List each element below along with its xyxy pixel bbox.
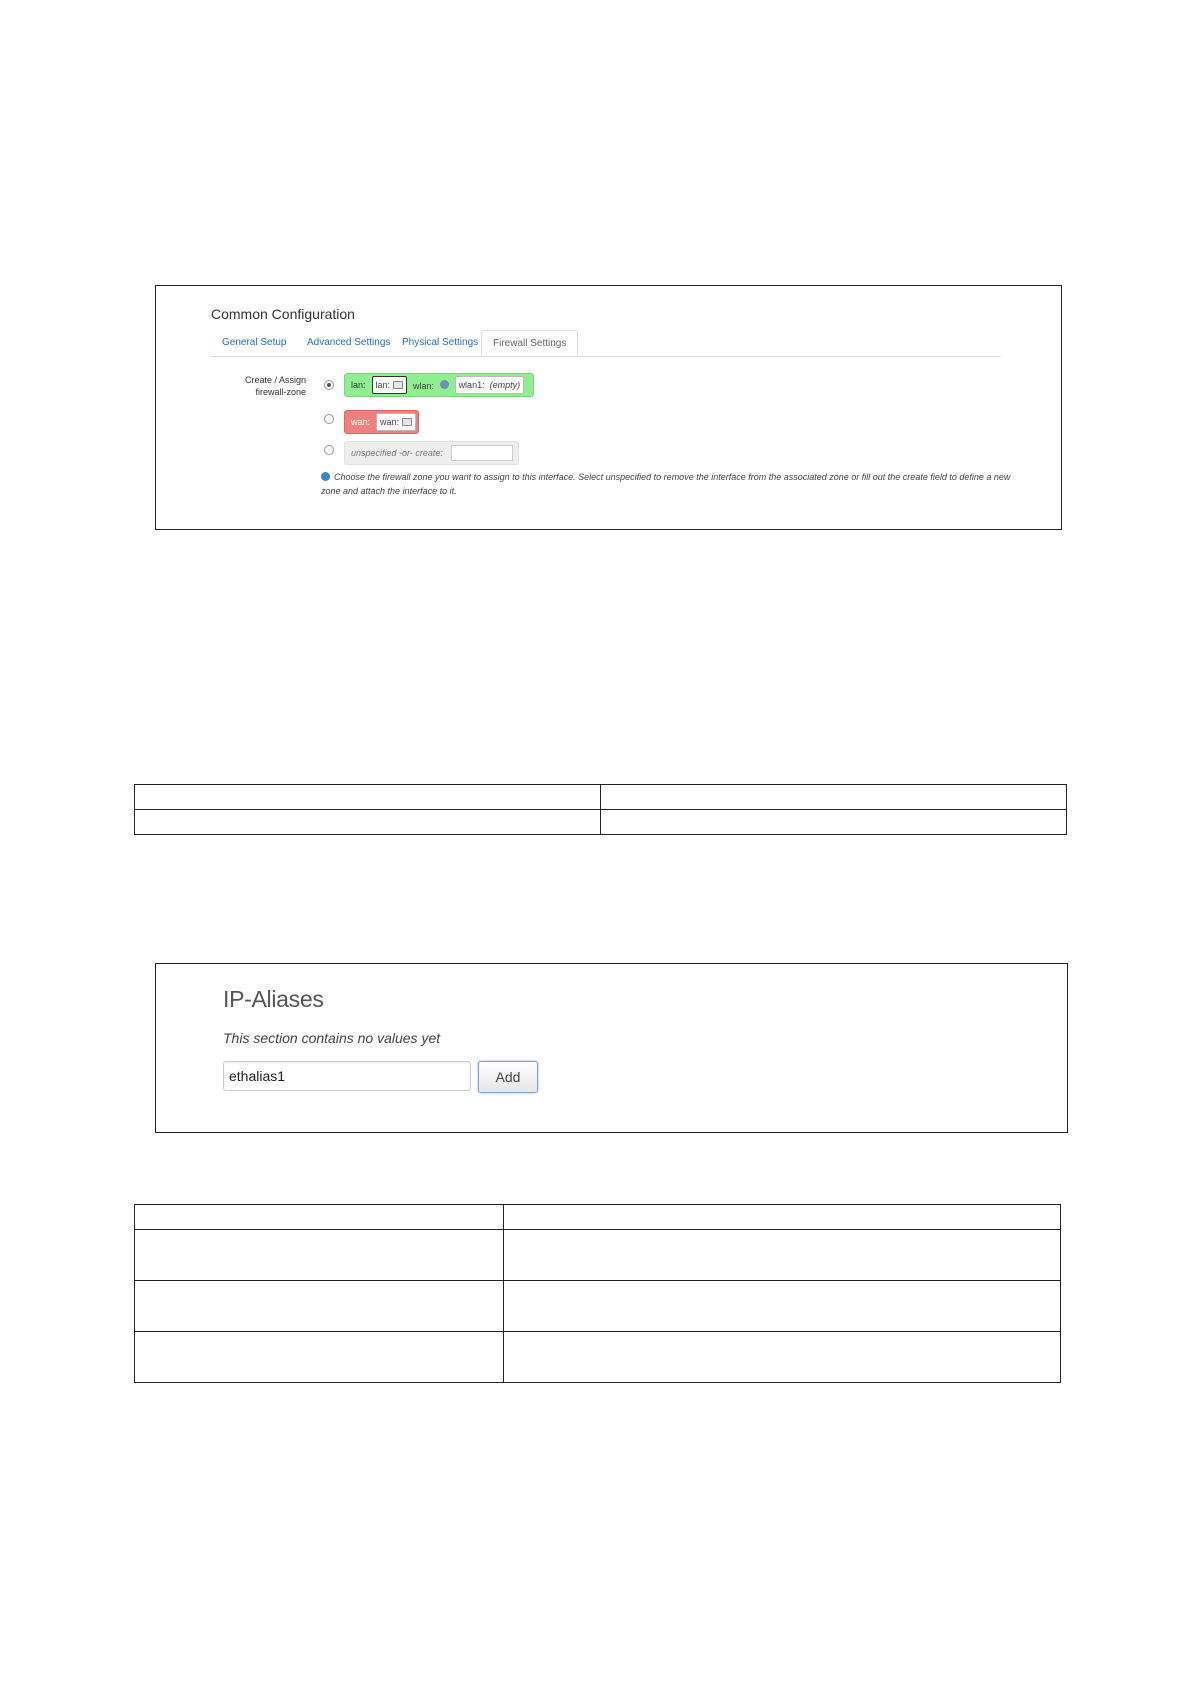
interface-empty-label: (empty) <box>489 380 521 390</box>
wireless-icon <box>440 380 449 389</box>
empty-table-2 <box>134 1204 1061 1383</box>
table-cell <box>135 810 601 835</box>
help-text-body: Choose the firewall zone you want to assign to this interface. Select unspecified to remove the interface from the associated zone or fill out the create field to define a new zone and attach the interface to it. <box>321 472 1011 496</box>
interface-chip-wan <box>376 413 416 431</box>
table-cell <box>504 1205 1061 1230</box>
empty-table-1 <box>134 784 1067 835</box>
table-row <box>135 1230 1061 1281</box>
interface-wlan <box>413 380 449 391</box>
section-title: Common Configuration <box>211 306 355 322</box>
interface-wan-label: wan: <box>380 417 400 427</box>
ethernet-icon <box>393 381 403 389</box>
tab-advanced-settings[interactable]: Advanced Settings <box>307 337 391 348</box>
zone-wan[interactable] <box>344 410 419 434</box>
ip-aliases-screenshot <box>155 963 1068 1133</box>
radio-unspecified-zone[interactable] <box>324 445 334 455</box>
interface-wlan-label: wlan: <box>413 380 435 391</box>
interface-chip-wlan1 <box>455 376 525 394</box>
section-title: IP-Aliases <box>223 986 324 1012</box>
zone-wan-name: wan: <box>351 417 371 427</box>
radio-wan-zone[interactable] <box>324 414 334 424</box>
table-cell <box>504 1281 1061 1332</box>
table-cell <box>504 1230 1061 1281</box>
table-row <box>135 1332 1061 1383</box>
info-icon <box>321 472 330 481</box>
create-zone-input[interactable] <box>451 445 513 461</box>
empty-section-message: This section contains no values yet <box>223 1030 441 1046</box>
interface-wlan1-label: wlan1: <box>458 380 485 390</box>
tab-firewall-settings[interactable]: Firewall Settings <box>481 330 578 356</box>
zone-lan-name: lan: <box>351 380 366 390</box>
table-cell <box>601 810 1067 835</box>
add-button[interactable]: Add <box>478 1061 538 1093</box>
tab-bar <box>211 330 1001 357</box>
zone-lan[interactable] <box>344 373 534 397</box>
alias-name-input[interactable] <box>223 1061 471 1091</box>
table-cell <box>601 785 1067 810</box>
table-cell <box>135 1205 504 1230</box>
table-row <box>135 1205 1061 1230</box>
table-cell <box>504 1332 1061 1383</box>
table-row <box>135 1281 1061 1332</box>
zone-unspecified[interactable] <box>344 441 519 465</box>
table-cell <box>135 1230 504 1281</box>
table-row <box>135 785 1067 810</box>
interface-lan-label: lan: <box>375 380 391 390</box>
tab-general-setup[interactable]: General Setup <box>222 337 287 348</box>
firewall-zone-label: Create / Assign firewall-zone <box>244 375 306 397</box>
table-cell <box>135 1332 504 1383</box>
table-row <box>135 810 1067 835</box>
unspecified-label: unspecified -or- create: <box>351 448 443 458</box>
table-cell <box>135 1281 504 1332</box>
table-cell <box>135 785 601 810</box>
common-configuration-screenshot <box>155 285 1062 530</box>
help-text <box>321 470 1021 498</box>
interface-chip-lan <box>372 376 408 394</box>
ethernet-icon <box>402 418 412 426</box>
tab-physical-settings[interactable]: Physical Settings <box>402 337 479 348</box>
radio-lan-zone[interactable] <box>324 380 334 390</box>
